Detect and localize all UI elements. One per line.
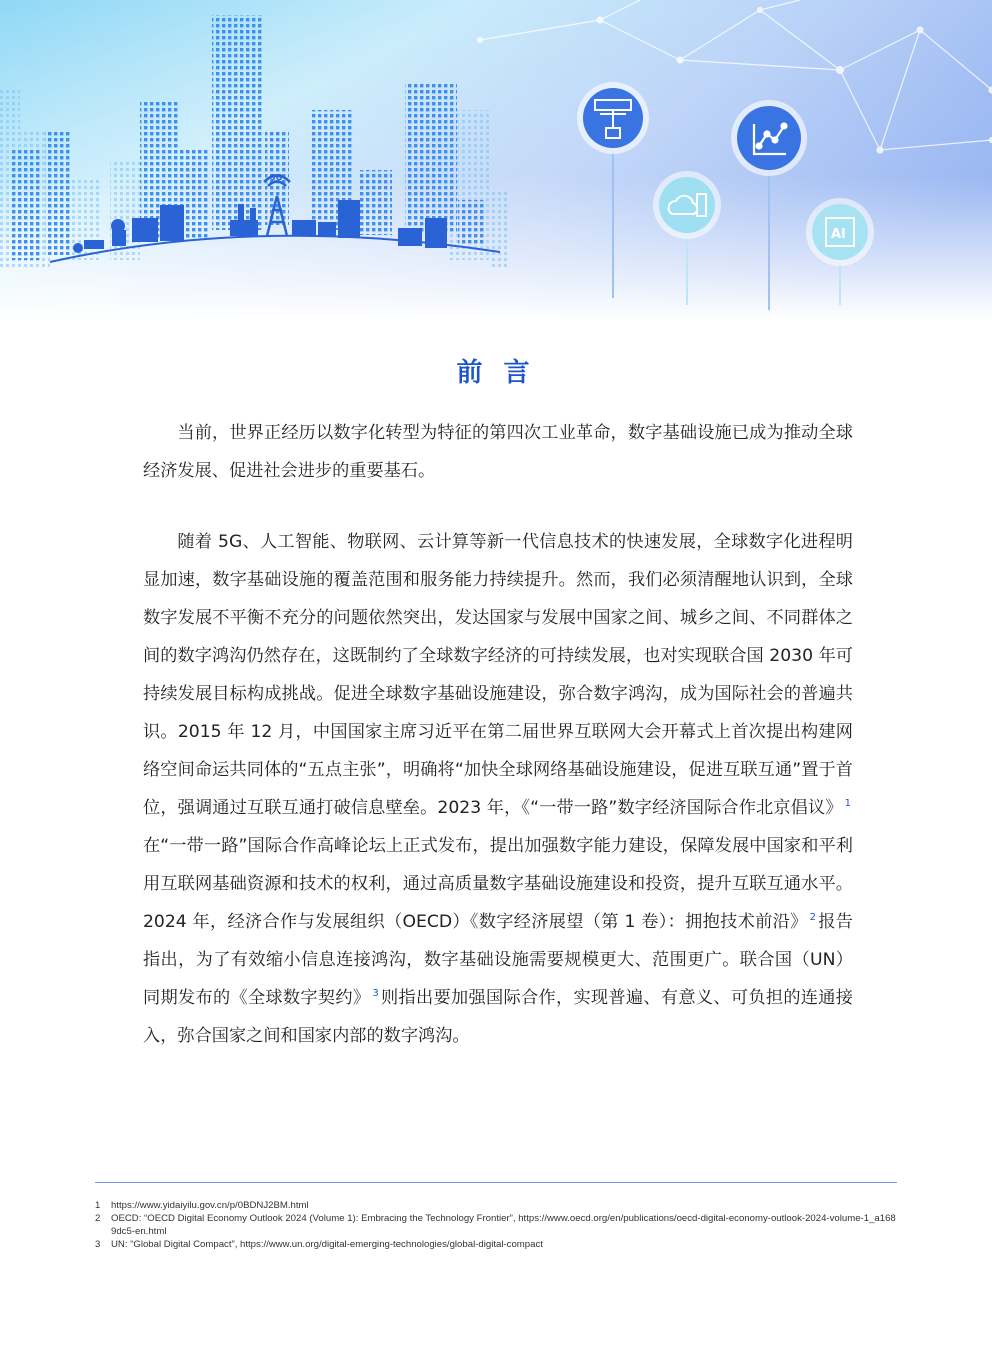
footnotes <box>95 1199 900 1251</box>
page-title: 前 言 <box>456 358 536 388</box>
header-banner-illustration <box>0 0 992 320</box>
footnote-number: 2 <box>95 1213 101 1224</box>
paragraph-main-part-c: 报告指出，为了有效缩小信息连接鸿沟，数字基础设施需要规模更大、范围更广。联合国（UN）同期发布的《全球数字契约》 <box>143 912 853 1008</box>
footnote-text[interactable]: UN: “Global Digital Compact”, https://www.un.org/digital-emerging-technologies/global-digital-compact <box>111 1239 543 1250</box>
footnote-number: 3 <box>95 1239 101 1250</box>
footnote-text[interactable]: https://www.yidaiyilu.gov.cn/p/0BDNJ2BM.html <box>111 1200 309 1211</box>
paragraph-intro: 当前，世界正经历以数字化转型为特征的第四次工业革命，数字基础设施已成为推动全球经济发展、促进社会进步的重要基石。 <box>143 423 853 481</box>
footnote-3 <box>95 1238 900 1251</box>
footnote-number: 1 <box>95 1200 101 1211</box>
paragraph-main-part-a: 随着 5G、人工智能、物联网、云计算等新一代信息技术的快速发展，全球数字化进程明显加速，数字基础设施的覆盖范围和服务能力持续提升。然而，我们必须清醒地认识到，全球数字发展不平衡不充分的问题依然突出，发达国家与发展中国家之间、城乡之间、不同群体之间的数字鸿沟仍然存在，这既制约了全球数字经济的可持续发展，也对实现联合国 2030 年可持续发展目标构成挑战。促进全球数字基础设施建设，弥合数字鸿沟，成为国际社会的普遍共识。2015 年 12 月，中国国家主席习近平在第二届世界互联网大会开幕式上首次提出构建网络空间命运共同体的“五点主张”，明确将“加快全球网络基础设施建设，促进互联互通”置于首位，强调通过互联互通打破信息壁垒。2023 年，《“一带一路”数字经济国际合作北京倡议》 <box>143 532 853 818</box>
footnote-2 <box>95 1212 900 1238</box>
footnote-ref-2[interactable]: 2 <box>809 912 816 924</box>
5g-label: 5G <box>270 173 283 182</box>
footnote-ref-3[interactable]: 3 <box>372 988 379 1000</box>
paragraph-main-part-d: 则指出要加强国际合作，实现普遍、有意义、可负担的连通接入，弥合国家之间和国家内部的数字鸿沟。 <box>143 988 853 1046</box>
ai-chip-label: AI <box>831 227 846 242</box>
footnote-text[interactable]: OECD: “OECD Digital Economy Outlook 2024 (Volume 1): Embracing the Technology Frontier”, https://www.oecd.org/en/publications/oecd-digital-economy-outlook-2024-volume-1_a1689dc5-en.html <box>111 1213 896 1237</box>
paragraph-main <box>143 523 853 1055</box>
footnote-1 <box>95 1199 900 1212</box>
paragraph-main-part-b: 在“一带一路”国际合作高峰论坛上正式发布，提出加强数字能力建设，保障发展中国家和平利用互联网基础资源和技术的权利，通过高质量数字基础设施建设和投资，提升互联互通水平。2024 年，经济合作与发展组织（OECD）《数字经济展望（第 1 卷）：拥抱技术前沿》 <box>143 836 853 932</box>
footnote-divider <box>95 1182 897 1183</box>
footnote-ref-1[interactable]: 1 <box>844 798 851 810</box>
